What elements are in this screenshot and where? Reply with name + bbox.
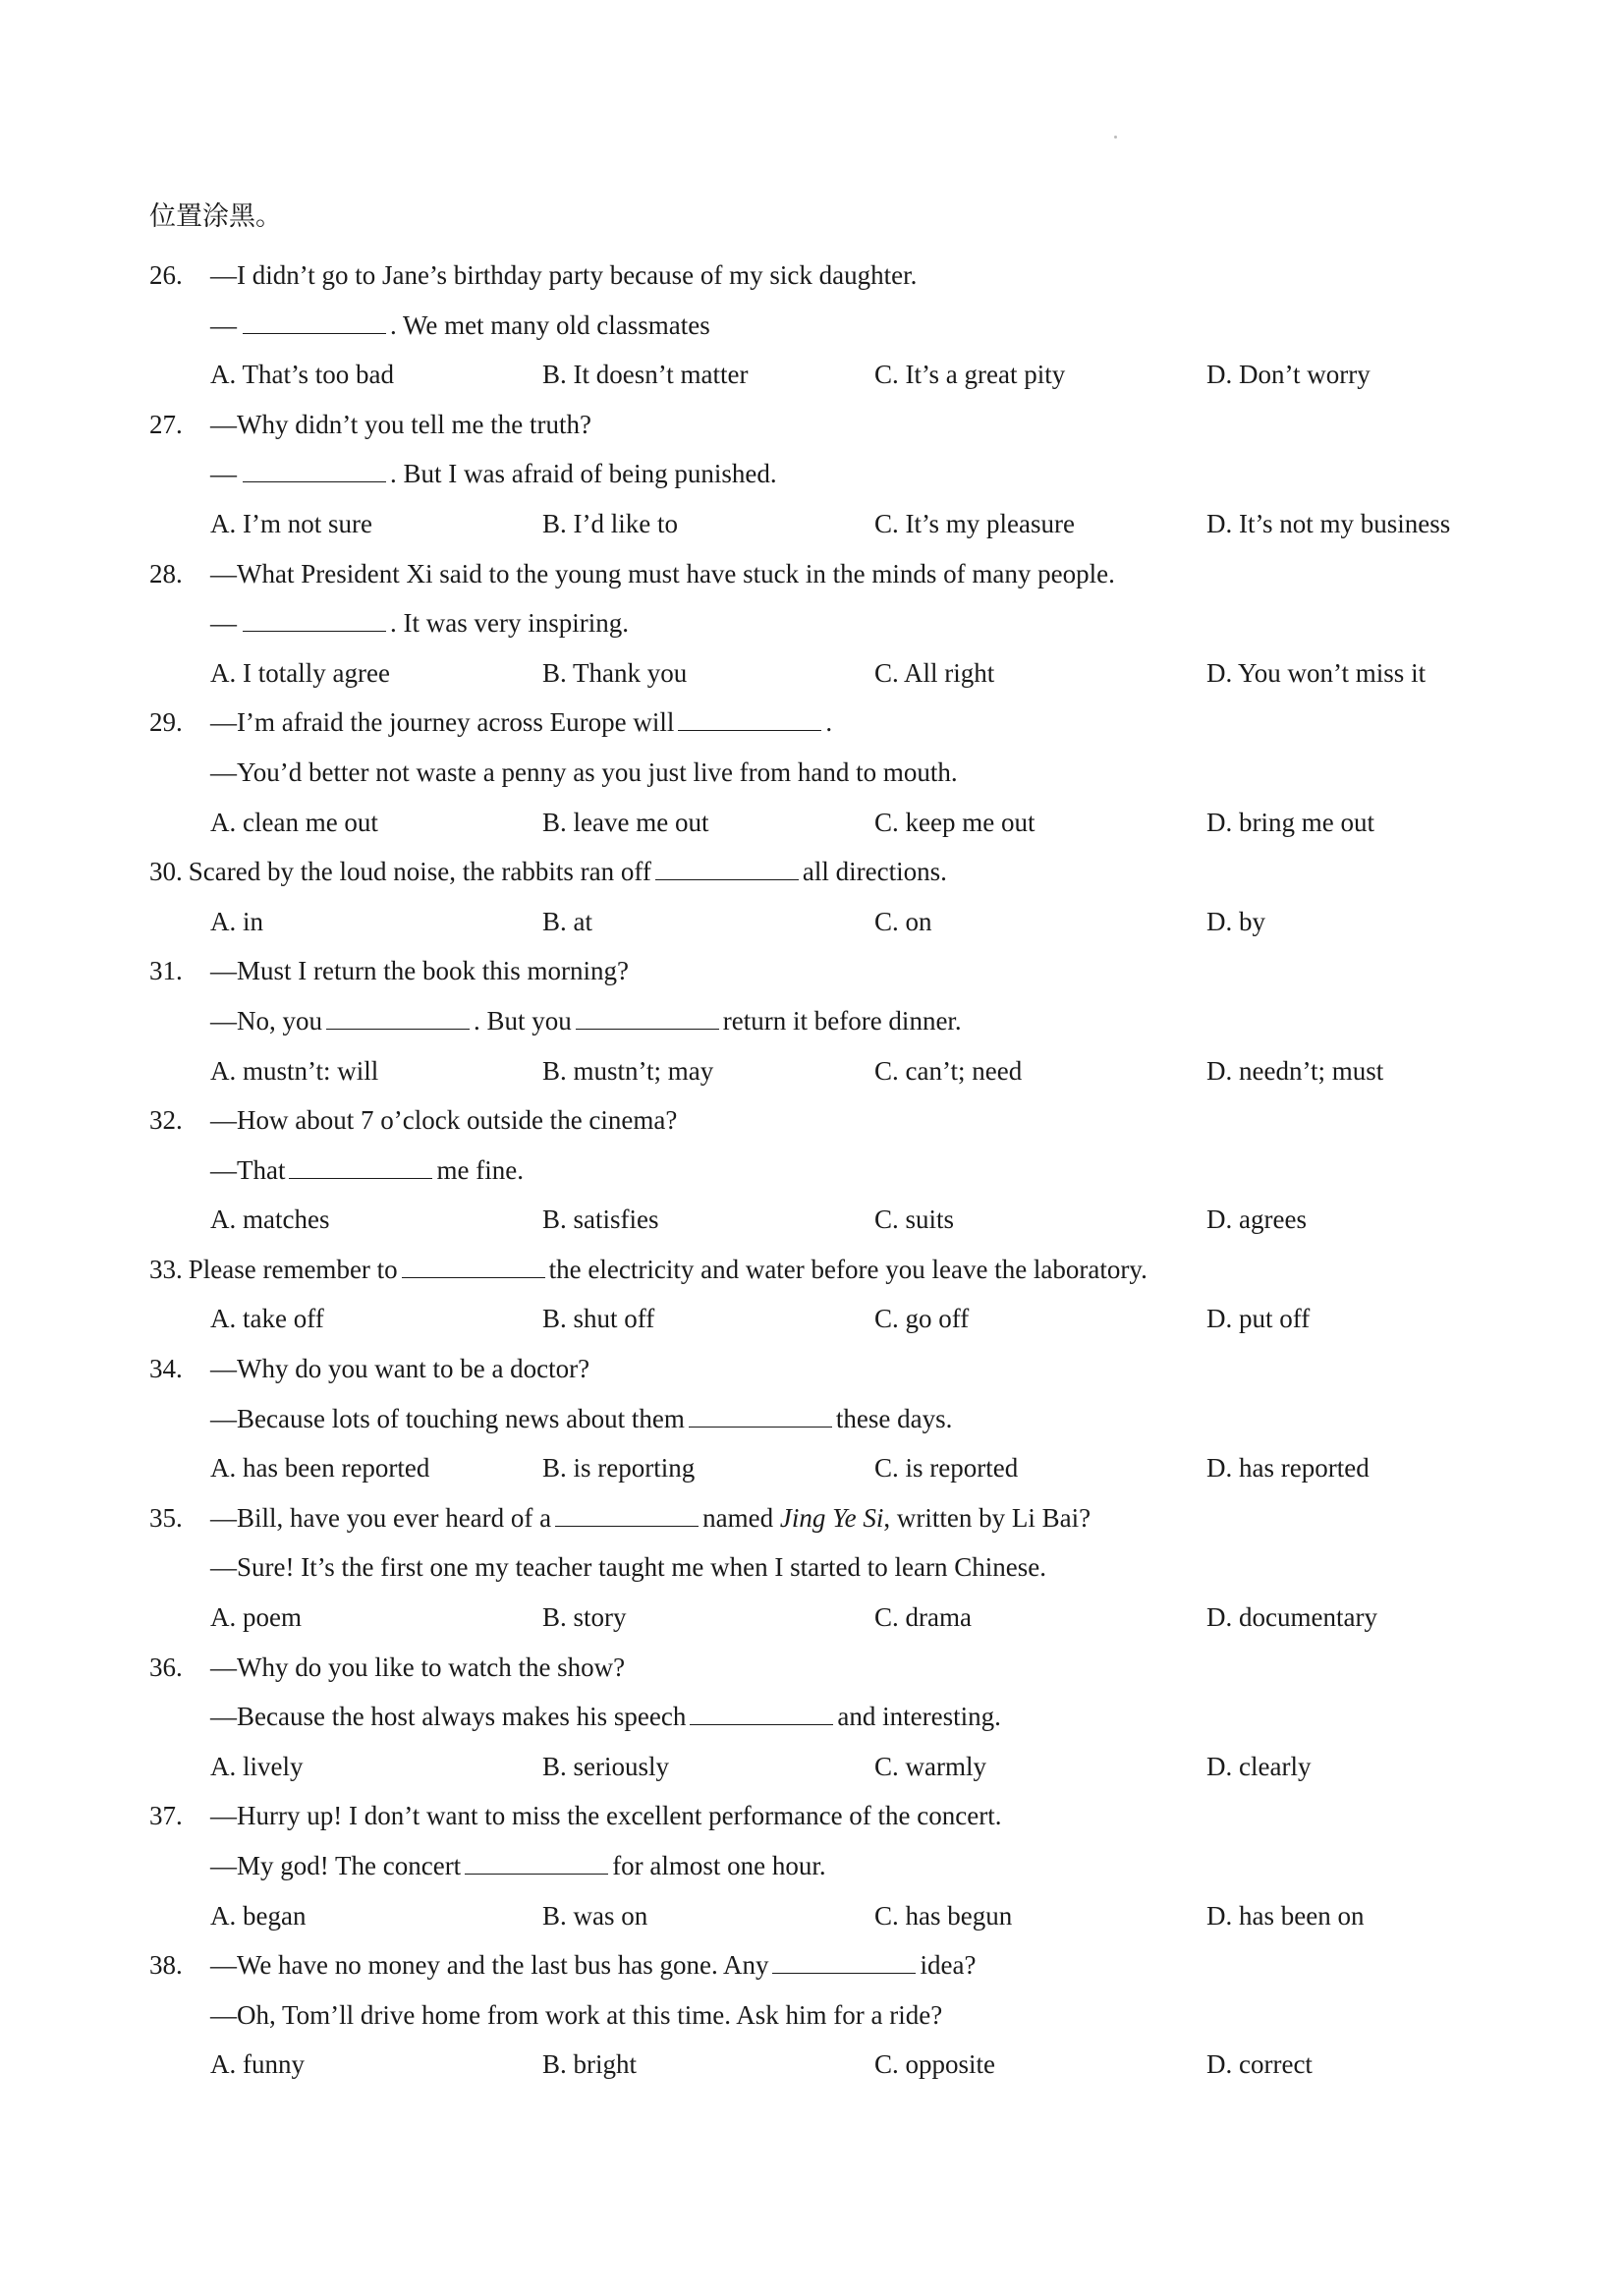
option-c[interactable]: C. All right	[874, 657, 995, 688]
question-33-options	[149, 1294, 1525, 1344]
question-29-reply: —You’d better not waste a penny as you just live from hand to mouth.	[210, 756, 958, 787]
answer-blank	[689, 1405, 832, 1428]
option-b[interactable]: B. seriously	[542, 1751, 670, 1781]
option-d[interactable]: D. Don’t worry	[1206, 360, 1371, 390]
question-38-stem: 38. —We have no money and the last bus has gone. Any idea?	[149, 1940, 1525, 1990]
question-35-stem: 35. —Bill, have you ever heard of a named Jing Ye Si, written by Li Bai?	[149, 1493, 1525, 1543]
option-d[interactable]: D. has been on	[1206, 1900, 1365, 1931]
option-c[interactable]: C. drama	[874, 1602, 972, 1633]
option-c[interactable]: C. It’s a great pity	[874, 360, 1066, 390]
question-number: 30.	[149, 857, 183, 887]
option-b[interactable]: B. I’d like to	[542, 508, 678, 538]
question-28-reply: — . It was very inspiring.	[210, 608, 629, 639]
question-32-options	[149, 1195, 1525, 1245]
question-34-options	[149, 1443, 1525, 1493]
question-list	[149, 251, 1525, 2090]
option-a[interactable]: A. clean me out	[210, 807, 378, 837]
answer-blank	[772, 1951, 916, 1974]
question-number: 35.	[149, 1502, 183, 1533]
option-a[interactable]: A. take off	[210, 1304, 324, 1334]
option-c[interactable]: C. opposite	[874, 2049, 996, 2080]
question-36-stem: 36. —Why do you like to watch the show?	[149, 1643, 1525, 1693]
answer-blank	[576, 1007, 719, 1030]
question-27-stem: 27. —Why didn’t you tell me the truth?	[149, 400, 1525, 450]
option-d[interactable]: D. by	[1206, 906, 1265, 936]
option-c[interactable]: C. warmly	[874, 1751, 986, 1781]
question-36-options	[149, 1742, 1525, 1792]
answer-blank	[326, 1007, 470, 1030]
question-35-reply: —Sure! It’s the first one my teacher taught me when I started to learn Chinese.	[210, 1552, 1046, 1583]
option-b[interactable]: B. It doesn’t matter	[542, 360, 749, 390]
scan-speck	[1114, 136, 1117, 139]
option-c[interactable]: C. go off	[874, 1304, 970, 1334]
question-27-reply: — . But I was afraid of being punished.	[210, 459, 777, 489]
question-number: 36.	[149, 1652, 183, 1682]
question-37-stem: 37. —Hurry up! I don’t want to miss the excellent performance of the concert.	[149, 1791, 1525, 1841]
answer-blank	[555, 1504, 699, 1527]
option-a[interactable]: A. matches	[210, 1204, 330, 1235]
answer-blank	[289, 1156, 432, 1179]
option-d[interactable]: D. agrees	[1206, 1204, 1307, 1235]
question-26-options	[149, 350, 1525, 400]
question-number: 27.	[149, 409, 183, 439]
question-36-reply: —Because the host always makes his speech and interesting.	[210, 1702, 1001, 1732]
option-d[interactable]: D. It’s not my business	[1206, 508, 1451, 538]
poem-title: Jing Ye Si	[779, 1502, 884, 1533]
answer-blank	[655, 858, 799, 880]
question-28-stem: 28. —What President Xi said to the young must have stuck in the minds of many people.	[149, 549, 1525, 599]
question-31-reply: —No, you . But you return it before dinner.	[210, 1005, 962, 1036]
question-number: 29.	[149, 707, 183, 738]
option-a[interactable]: A. I totally agree	[210, 657, 390, 688]
intro-text: 位置涂黑。	[149, 201, 282, 231]
question-37-options	[149, 1891, 1525, 1941]
answer-blank	[243, 609, 386, 632]
option-d[interactable]: D. correct	[1206, 2049, 1313, 2080]
option-b[interactable]: B. shut off	[542, 1304, 655, 1334]
question-number: 38.	[149, 1950, 183, 1981]
option-c[interactable]: C. keep me out	[874, 807, 1035, 837]
option-a[interactable]: A. mustn’t: will	[210, 1055, 379, 1086]
option-b[interactable]: B. Thank you	[542, 657, 688, 688]
question-32-stem: 32. —How about 7 o’clock outside the cinema?	[149, 1095, 1525, 1146]
option-a[interactable]: A. funny	[210, 2049, 305, 2080]
question-number: 26.	[149, 260, 183, 290]
question-number: 31.	[149, 956, 183, 986]
option-d[interactable]: D. documentary	[1206, 1602, 1377, 1633]
question-31-stem: 31. —Must I return the book this morning?	[149, 946, 1525, 996]
question-26-reply: — . We met many old classmates	[210, 309, 710, 340]
option-b[interactable]: B. satisfies	[542, 1204, 659, 1235]
answer-blank	[690, 1703, 833, 1725]
answer-blank	[402, 1256, 545, 1278]
question-29-options	[149, 798, 1525, 848]
option-b[interactable]: B. mustn’t; may	[542, 1055, 714, 1086]
question-26-stem: 26. —I didn’t go to Jane’s birthday party because of my sick daughter.	[149, 251, 1525, 301]
question-27-options	[149, 499, 1525, 549]
option-c[interactable]: C. It’s my pleasure	[874, 508, 1075, 538]
answer-blank	[678, 708, 821, 731]
answer-blank	[243, 460, 386, 482]
option-b[interactable]: B. bright	[542, 2049, 638, 2080]
question-number: 34.	[149, 1354, 183, 1384]
option-a[interactable]: A. That’s too bad	[210, 360, 394, 390]
option-d[interactable]: D. put off	[1206, 1304, 1311, 1334]
question-31-options	[149, 1046, 1525, 1096]
option-b[interactable]: B. is reporting	[542, 1453, 696, 1484]
option-a[interactable]: A. poem	[210, 1602, 302, 1633]
question-32-reply: —That me fine.	[210, 1154, 524, 1185]
option-d[interactable]: D. clearly	[1206, 1751, 1312, 1781]
question-30-options	[149, 897, 1525, 947]
option-a[interactable]: A. has been reported	[210, 1453, 430, 1484]
option-a[interactable]: A. in	[210, 906, 263, 936]
option-c[interactable]: C. suits	[874, 1204, 955, 1235]
question-38-reply: —Oh, Tom’ll drive home from work at this time. Ask him for a ride?	[210, 1999, 943, 2030]
question-35-options	[149, 1593, 1525, 1643]
option-c[interactable]: C. is reported	[874, 1453, 1019, 1484]
question-number: 33.	[149, 1254, 183, 1284]
question-30-stem: 30. Scared by the loud noise, the rabbits ran off all directions.	[149, 857, 947, 887]
option-d[interactable]: D. has reported	[1206, 1453, 1370, 1484]
option-b[interactable]: B. was on	[542, 1900, 648, 1931]
answer-blank	[465, 1852, 608, 1875]
option-c[interactable]: C. on	[874, 906, 932, 936]
question-28-options	[149, 648, 1525, 699]
option-d[interactable]: D. needn’t; must	[1206, 1055, 1384, 1086]
option-d[interactable]: D. bring me out	[1206, 807, 1374, 837]
option-b[interactable]: B. leave me out	[542, 807, 709, 837]
option-a[interactable]: A. I’m not sure	[210, 508, 372, 538]
option-c[interactable]: C. has begun	[874, 1900, 1013, 1931]
answer-blank	[243, 311, 386, 334]
question-37-reply: —My god! The concert for almost one hour.	[210, 1851, 826, 1880]
question-34-stem: 34. —Why do you want to be a doctor?	[149, 1344, 1525, 1394]
option-c[interactable]: C. can’t; need	[874, 1055, 1023, 1086]
option-d[interactable]: D. You won’t miss it	[1206, 657, 1427, 688]
question-number: 37.	[149, 1801, 183, 1831]
question-number: 28.	[149, 558, 183, 588]
option-b[interactable]: B. at	[542, 906, 592, 936]
question-34-reply: —Because lots of touching news about them these days.	[210, 1403, 953, 1433]
option-b[interactable]: B. story	[542, 1602, 627, 1633]
option-a[interactable]: A. lively	[210, 1751, 304, 1781]
option-a[interactable]: A. began	[210, 1900, 307, 1931]
question-38-options	[149, 2040, 1525, 2090]
question-29-stem: 29. —I’m afraid the journey across Europe will .	[149, 698, 1525, 748]
question-33-stem: 33. Please remember to the electricity and water before you leave the laboratory.	[149, 1254, 1147, 1284]
question-number: 32.	[149, 1105, 183, 1136]
